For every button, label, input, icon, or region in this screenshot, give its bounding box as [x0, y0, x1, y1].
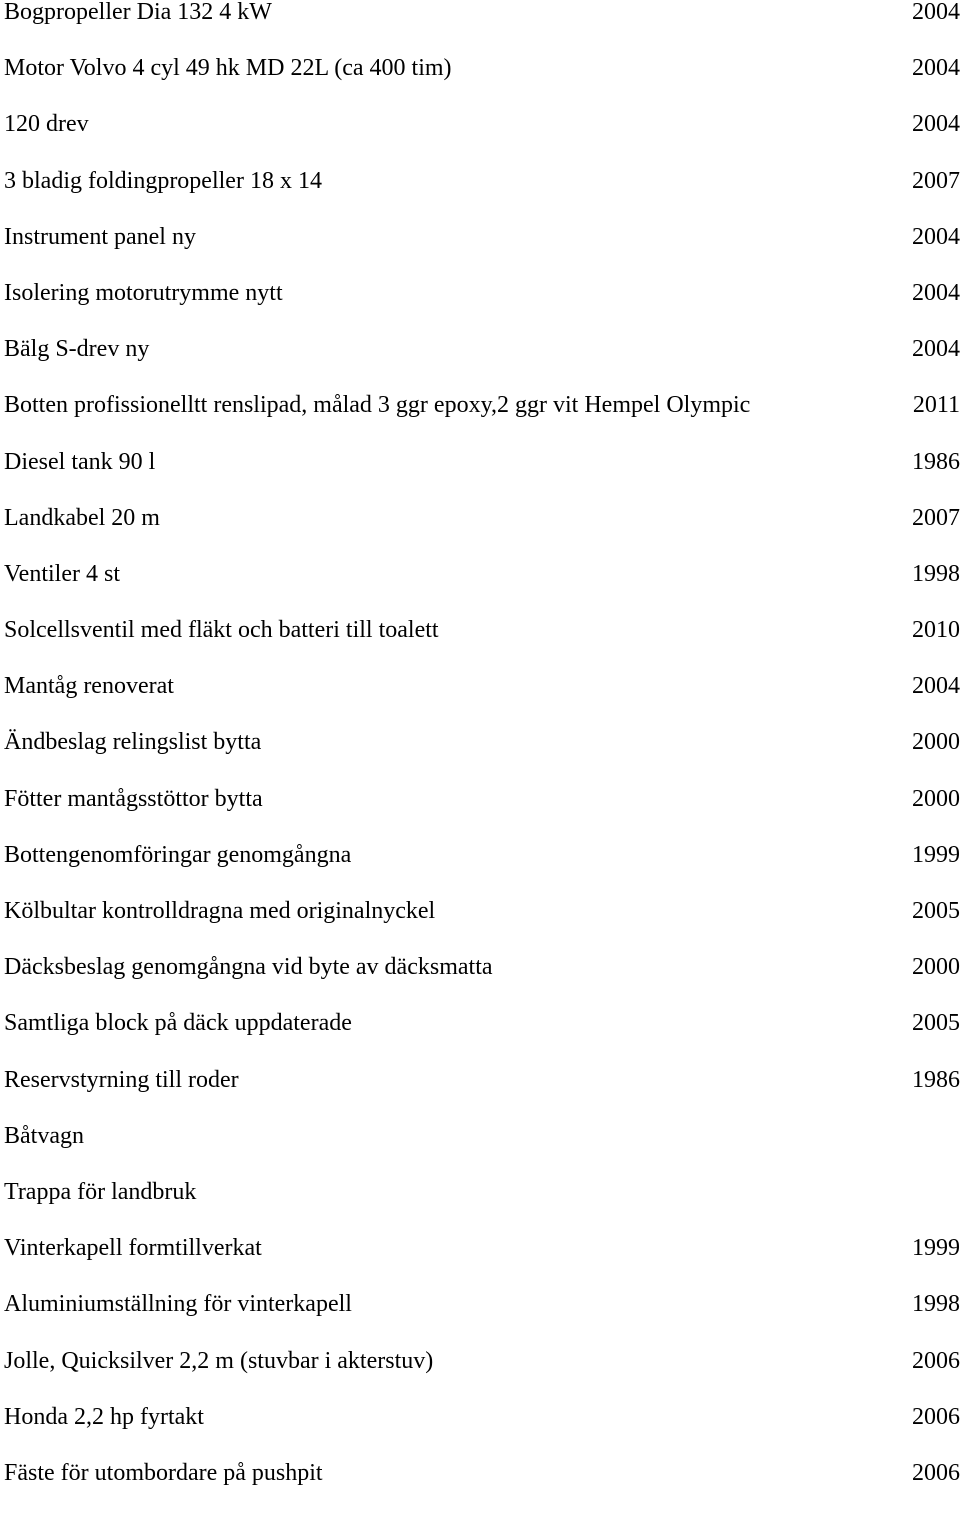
item-year: 2004 [912, 111, 960, 138]
item-name: Honda 2,2 hp fyrtakt [4, 1403, 204, 1430]
item-year: 2004 [912, 673, 960, 700]
item-year: 1998 [912, 1291, 960, 1318]
list-item [0, 225, 960, 281]
item-year: 1986 [912, 1066, 960, 1093]
item-name: Bogpropeller Dia 132 4 kW [4, 0, 272, 25]
item-year: 2004 [912, 0, 960, 25]
item-year: 2004 [912, 336, 960, 363]
item-year: 2007 [912, 504, 960, 531]
item-year: 2000 [912, 729, 960, 756]
item-year: 1999 [912, 1235, 960, 1262]
item-name: Aluminiumställning för vinterkapell [4, 1291, 352, 1318]
list-item [0, 450, 960, 506]
list-item [0, 112, 960, 168]
list-item [0, 56, 960, 112]
item-name: Båtvagn [4, 1122, 84, 1149]
item-name: Motor Volvo 4 cyl 49 hk MD 22L (ca 400 tim) [4, 55, 452, 82]
list-item [0, 1292, 960, 1348]
item-name: Samtliga block på däck uppdaterade [4, 1010, 352, 1037]
list-item [0, 562, 960, 618]
item-year: 2004 [912, 55, 960, 82]
list-item [0, 1124, 960, 1180]
list-item [0, 899, 960, 955]
list-item [0, 955, 960, 1011]
item-name: Instrument panel ny [4, 223, 196, 250]
item-year: 2007 [912, 167, 960, 194]
list-item [0, 1461, 960, 1517]
item-year: 2011 [912, 392, 960, 419]
list-item [0, 730, 960, 786]
list-item [0, 618, 960, 674]
list-item [0, 674, 960, 730]
item-name: Fäste för utombordare på pushpit [4, 1459, 323, 1486]
list-item [0, 1011, 960, 1067]
item-year: 2006 [912, 1403, 960, 1430]
item-year: 2000 [912, 785, 960, 812]
item-year: 2006 [912, 1347, 960, 1374]
list-item [0, 169, 960, 225]
list-item [0, 1349, 960, 1405]
item-name: Isolering motorutrymme nytt [4, 279, 283, 306]
item-name: 3 bladig foldingpropeller 18 x 14 [4, 167, 322, 194]
item-name: Ändbeslag relingslist bytta [4, 729, 262, 756]
item-name: Bälg S-drev ny [4, 336, 150, 363]
list-item [0, 1236, 960, 1292]
item-year: 2006 [912, 1459, 960, 1486]
item-name: Vinterkapell formtillverkat [4, 1235, 262, 1262]
item-name: Mantåg renoverat [4, 673, 174, 700]
item-name: Fötter mantågsstöttor bytta [4, 785, 263, 812]
item-year: 2004 [912, 279, 960, 306]
list-item [0, 0, 960, 56]
item-name: Solcellsventil med fläkt och batteri till toalett [4, 617, 439, 644]
item-year: 1999 [912, 841, 960, 868]
item-name: Ventiler 4 st [4, 560, 120, 587]
item-name: Jolle, Quicksilver 2,2 m (stuvbar i akterstuv) [4, 1347, 434, 1374]
list-item [0, 393, 960, 449]
item-year: 2004 [912, 223, 960, 250]
item-name: Reservstyrning till roder [4, 1066, 239, 1093]
item-year: 2005 [912, 1010, 960, 1037]
item-name: Bottengenomföringar genomgångna [4, 841, 352, 868]
item-name: Trappa för landbruk [4, 1178, 197, 1205]
item-name: Landkabel 20 m [4, 504, 160, 531]
item-name: Kölbultar kontrolldragna med originalnyckel [4, 898, 436, 924]
item-year: 2000 [912, 954, 960, 981]
item-name: Diesel tank 90 l [4, 448, 156, 475]
item-name: 120 drev [4, 111, 89, 138]
item-year: 1986 [912, 448, 960, 475]
item-year: 1998 [912, 560, 960, 587]
item-name: Botten profissionelltt renslipad, målad 3 ggr epoxy,2 ggr vit Hempel Olympic [4, 392, 751, 419]
list-item [0, 281, 960, 337]
list-item [0, 787, 960, 843]
item-year: 2010 [912, 617, 960, 644]
item-year: 2005 [912, 898, 960, 924]
list-item [0, 1180, 960, 1236]
list-item [0, 1068, 960, 1124]
list-item [0, 506, 960, 562]
list-item [0, 337, 960, 393]
item-name: Däcksbeslag genomgångna vid byte av däcksmatta [4, 954, 493, 981]
list-item [0, 1405, 960, 1461]
list-item [0, 843, 960, 899]
